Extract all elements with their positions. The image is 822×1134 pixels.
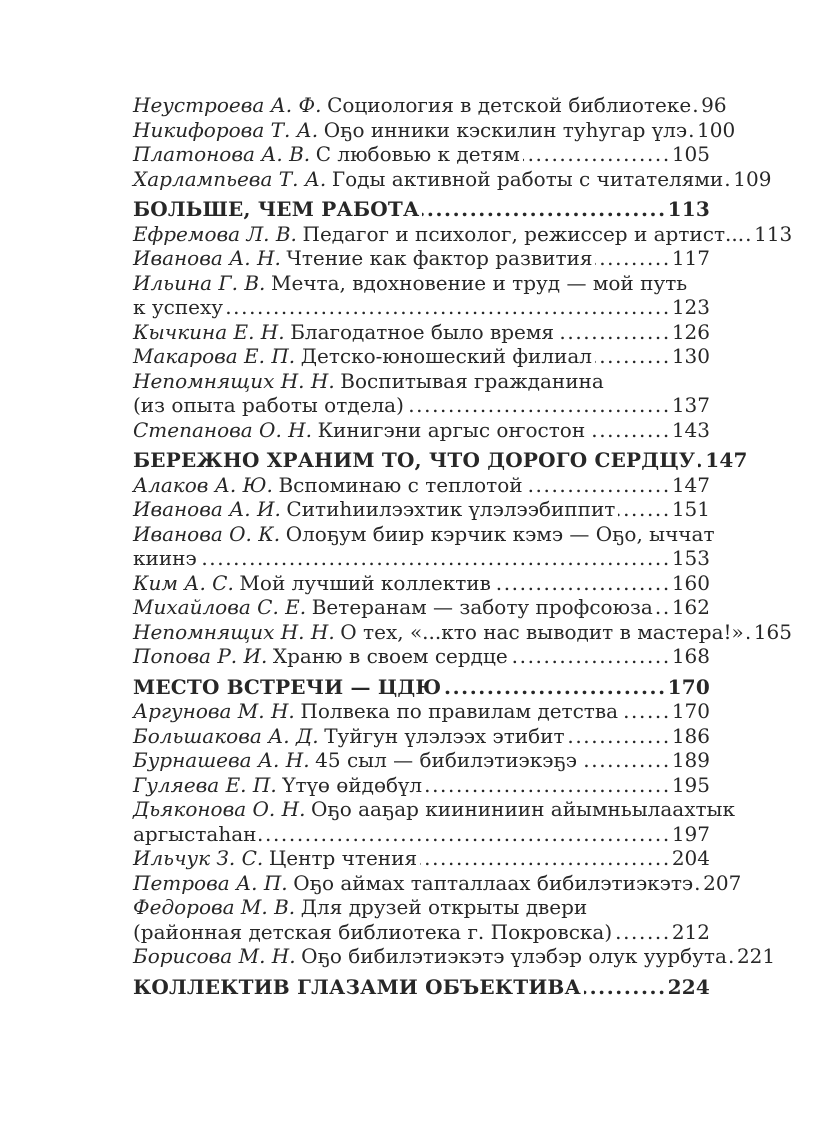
toc-entry-title: Для друзей открыты двери [300, 895, 588, 919]
toc-entry-author: Ильчук З. С. [133, 846, 264, 870]
toc-entry-title: Оҕо бибилэтиэкэтэ үлэбэр олук уурбута [301, 944, 727, 968]
toc-section-header [133, 675, 710, 700]
toc-entry-author: Петрова А. П. [133, 870, 288, 895]
toc-entry [133, 221, 793, 247]
toc-entry-title-continuation: киинэ [133, 546, 197, 570]
toc-entry-author: Иванова А. И. [133, 497, 281, 521]
toc-entry-page: 207 [703, 870, 742, 895]
toc-entry-page: 100 [697, 117, 736, 142]
toc-entry-line1 [133, 797, 735, 822]
toc-entry-author: Степанова О. Н. [133, 417, 312, 442]
dot-leader [584, 975, 667, 1000]
toc-entry-title: Храню в своем сердце [272, 644, 508, 668]
toc-entry [133, 344, 710, 369]
toc-entry-author: Иванова О. К. [133, 521, 281, 546]
dot-leader [226, 295, 671, 320]
toc-entry-title: Годы активной работы с читателями [331, 166, 724, 191]
dot-leader [259, 822, 670, 847]
toc-entry [133, 870, 742, 896]
toc-entry-page: 212 [671, 919, 710, 944]
toc-entry-line2 [133, 393, 710, 418]
toc-entry-page: 189 [671, 748, 710, 772]
toc-entry [133, 699, 710, 724]
dot-leader [656, 595, 671, 620]
toc-section-page: 170 [667, 674, 710, 699]
toc-entry-line1 [133, 271, 710, 296]
toc-section-page: 113 [667, 197, 710, 221]
toc-entry [133, 473, 710, 498]
toc-entry-author: Макарова Е. П. [133, 344, 296, 368]
toc-entry-title: Оҕо ааҕар киининиин айымньылаахтык [311, 797, 735, 821]
dot-leader [595, 246, 670, 271]
toc-entry-author: Ефремова Л. В. [133, 221, 297, 246]
dot-leader [511, 644, 671, 669]
toc-entry-page: 126 [671, 319, 710, 344]
toc-entry-author: Алаков А. Ю. [133, 472, 273, 497]
toc-entry-title: Центр чтения [268, 846, 418, 870]
toc-entry-page: 160 [671, 570, 710, 595]
toc-entry-line1 [133, 895, 710, 920]
dot-leader [557, 320, 671, 345]
toc-entry-author: Михайлова С. Е. [133, 595, 307, 619]
toc-entry-title: Оҕо инники кэскилин туһугар үлэ [323, 117, 688, 142]
toc-entry-author: Неустроева А. Ф. [133, 93, 322, 117]
toc-entry-title: Социология в детской библиотеке [327, 93, 692, 117]
dot-leader [615, 920, 671, 945]
dot-leader [494, 571, 671, 596]
toc-entry [133, 846, 710, 871]
toc-entry-author: Борисова М. Н. [133, 944, 296, 968]
toc-entry-title: 45 сыл — бибилэтиэкэҕэ [315, 748, 577, 772]
toc-entry-title: Педагог и психолог, режиссер и артист... [302, 221, 745, 246]
toc-entry-author: Платонова А. В. [133, 142, 311, 166]
toc-entry-line1 [133, 369, 710, 394]
toc-entry-title: Үтүө өйдөбүл [282, 772, 423, 797]
toc-section-header [133, 448, 748, 473]
toc-section-title: КОЛЛЕКТИВ ГЛАЗАМИ ОБЪЕКТИВА [133, 974, 582, 999]
toc-entry-page: 162 [671, 595, 710, 619]
toc-entry-title: Мечта, вдохновение и труд — мой путь [271, 270, 688, 295]
toc-entry-author: Аргунова М. Н. [133, 699, 295, 723]
dot-leader [747, 620, 753, 645]
toc-entry-author: Непомнящих Н. Н. [133, 619, 335, 644]
dot-leader [618, 497, 670, 522]
toc-entry-title: Кинигэни аргыс оҥостон [317, 417, 586, 442]
toc-section-title: БЕРЕЖНО ХРАНИМ ТО, ЧТО ДОРОГО СЕРДЦУ [133, 448, 696, 472]
toc-entry [133, 142, 710, 167]
toc-entry-title: О тех, «...кто нас выводит в мастера!» [340, 619, 744, 644]
toc-entry-author: Гуляева Е. П. [133, 772, 277, 797]
dot-leader [523, 142, 671, 167]
dot-leader [690, 118, 696, 143]
toc-entry-page: 113 [754, 221, 793, 246]
dot-leader [726, 167, 732, 192]
dot-leader [730, 944, 736, 969]
toc-entry [133, 748, 710, 773]
toc-section-title: МЕСТО ВСТРЕЧИ — ЦДЮ [133, 674, 442, 699]
toc-entry-title: Полвека по правилам детства [300, 699, 619, 723]
dot-leader [200, 546, 671, 571]
toc-entry [133, 773, 710, 798]
dot-leader [568, 724, 671, 749]
toc-entry-title: Ситиһиилээхтик үлэлээбиппит [286, 497, 616, 521]
toc-entry-page: 170 [671, 699, 710, 723]
toc-entry-title: С любовью к детям [315, 142, 520, 166]
toc-entry-title: Туйгун үлэлээх этибит [324, 723, 565, 748]
toc-entry-author: Харлампьева Т. А. [133, 166, 327, 191]
toc-entry [133, 571, 710, 596]
dot-leader [698, 448, 704, 473]
toc-entry-title-continuation: аргыстаһан [133, 821, 257, 846]
dot-leader [444, 675, 666, 700]
toc-entry-author: Дьяконова О. Н. [133, 797, 306, 821]
toc-entry-title: Воспитывая гражданина [340, 368, 604, 393]
toc-entry [133, 497, 710, 522]
table-of-contents [133, 93, 793, 999]
toc-entry [133, 246, 710, 271]
toc-entry-page: 195 [671, 772, 710, 797]
toc-entry-page: 96 [701, 93, 727, 117]
toc-entry-page: 117 [671, 246, 710, 270]
dot-leader [588, 418, 671, 443]
toc-entry-title: Олоҕум биир кэрчик кэмэ — Оҕо, ыччат [285, 521, 715, 546]
toc-entry-title-continuation: (из опыта работы отдела) [133, 393, 404, 417]
toc-entry-author: Ким А. С. [133, 570, 234, 595]
dot-leader [420, 846, 671, 871]
toc-entry [133, 644, 710, 669]
toc-entry-title-continuation: к успеху [133, 295, 224, 319]
toc-entry-page: 130 [671, 344, 710, 368]
toc-entry [133, 724, 710, 749]
toc-entry-page: 186 [671, 723, 710, 748]
toc-entry [133, 418, 710, 443]
toc-entry-author: Большакова А. Д. [133, 723, 319, 748]
toc-entry-line2 [133, 822, 710, 847]
toc-entry-title-continuation: (районная детская библиотека г. Покровска) [133, 919, 613, 944]
toc-entry-page: 153 [671, 546, 710, 570]
dot-leader [694, 93, 700, 118]
toc-entry-page: 109 [733, 166, 772, 191]
toc-entry-author: Иванова А. Н. [133, 246, 281, 270]
toc-entry-page: 143 [671, 417, 710, 442]
toc-entry [133, 595, 710, 620]
toc-entry-page: 204 [671, 846, 710, 870]
toc-entry-author: Непомнящих Н. Н. [133, 368, 335, 393]
toc-entry-page: 151 [671, 497, 710, 521]
toc-entry [133, 93, 727, 118]
dot-leader [621, 699, 671, 724]
toc-section-header [133, 975, 710, 1000]
dot-leader [696, 871, 702, 896]
toc-entry [133, 117, 736, 143]
dot-leader [526, 473, 671, 498]
toc-section-title: БОЛЬШЕ, ЧЕМ РАБОТА [133, 197, 420, 221]
dot-leader [425, 773, 671, 798]
toc-entry-page: 197 [671, 821, 710, 846]
toc-entry-line2 [133, 920, 710, 945]
toc-entry-title: Чтение как фактор развития [286, 246, 593, 270]
toc-entry-author: Бурнашева А. Н. [133, 748, 310, 772]
toc-entry-title: Мой лучший коллектив [239, 570, 491, 595]
toc-entry-title: Благодатное было время [290, 319, 555, 344]
dot-leader [422, 197, 666, 222]
dot-leader [580, 748, 671, 773]
toc-entry-author: Ильина Г. В. [133, 270, 266, 295]
toc-entry [133, 944, 776, 969]
toc-entry-author: Попова Р. И. [133, 644, 268, 668]
toc-entry-title: Ветеранам — заботу профсоюза [311, 595, 653, 619]
toc-entry-title: Детско-юношеский филиал [300, 344, 592, 368]
toc-section-header [133, 197, 710, 222]
toc-entry-title: Вспоминаю с теплотой [278, 472, 523, 497]
dot-leader [747, 222, 753, 247]
toc-entry-line2 [133, 546, 710, 571]
toc-entry-page: 168 [671, 644, 710, 668]
toc-entry-page: 221 [736, 944, 776, 968]
toc-entry-author: Никифорова Т. А. [133, 117, 319, 142]
toc-entry-page: 147 [671, 472, 710, 497]
toc-entry-line2 [133, 295, 710, 320]
toc-section-page: 224 [667, 974, 710, 999]
toc-entry [133, 320, 710, 345]
toc-entry-page: 137 [671, 393, 710, 417]
toc-entry-page: 105 [671, 142, 710, 166]
toc-entry [133, 619, 792, 645]
toc-entry [133, 166, 772, 192]
toc-entry-page: 165 [753, 619, 792, 644]
dot-leader [595, 344, 671, 369]
dot-leader [407, 393, 671, 418]
toc-section-page: 147 [705, 448, 748, 472]
toc-entry-line1 [133, 521, 715, 547]
toc-entry-author: Кычкина Е. Н. [133, 319, 285, 344]
toc-entry-page: 123 [671, 295, 710, 319]
toc-entry-author: Федорова М. В. [133, 895, 296, 919]
toc-entry-title: Оҕо аймах тапталлаах бибилэтиэкэтэ [293, 870, 694, 895]
